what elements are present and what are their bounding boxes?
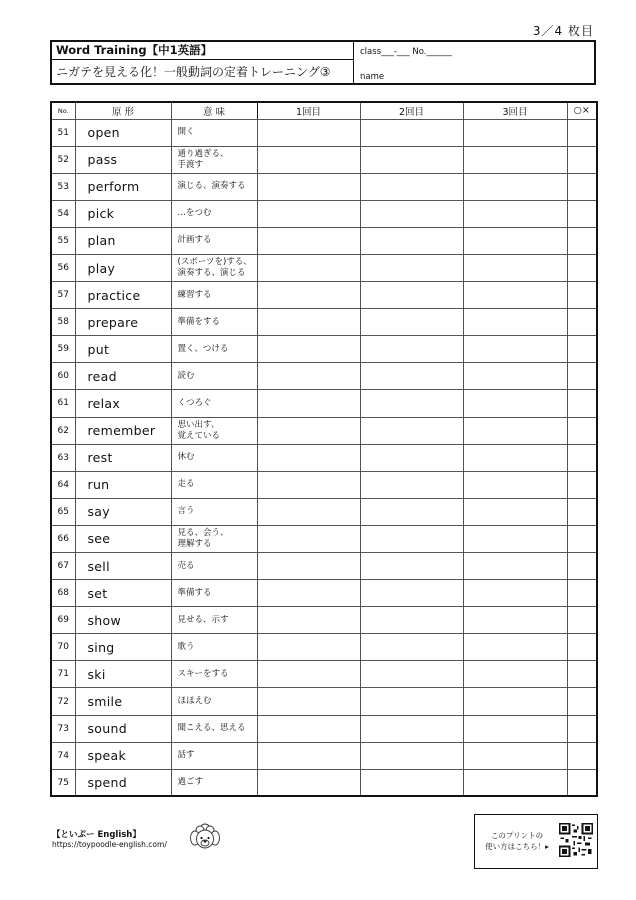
check-mark-cell[interactable] <box>567 146 597 173</box>
table-row <box>51 390 597 417</box>
table-row <box>51 580 597 607</box>
word-meaning: 計画する <box>171 227 257 254</box>
round-1-answer-cell[interactable] <box>257 173 360 200</box>
word-meaning: 過ごす <box>171 769 257 796</box>
base-form-word: say <box>75 498 171 525</box>
word-meaning: 準備する <box>171 580 257 607</box>
check-mark-cell[interactable] <box>567 471 597 498</box>
base-form-word: spend <box>75 769 171 796</box>
row-number: 73 <box>51 715 75 742</box>
round-1-answer-cell[interactable] <box>257 580 360 607</box>
word-meaning: 見せる、示す <box>171 607 257 634</box>
base-form-word: pass <box>75 146 171 173</box>
check-mark-cell[interactable] <box>567 227 597 254</box>
round-3-answer-cell[interactable] <box>463 634 567 661</box>
base-form-word: rest <box>75 444 171 471</box>
round-2-answer-cell[interactable] <box>360 282 463 309</box>
round-3-answer-cell[interactable] <box>463 607 567 634</box>
brand-name: 【といぷー English】 <box>52 830 141 840</box>
row-number: 72 <box>51 688 75 715</box>
check-mark-cell[interactable] <box>567 336 597 363</box>
row-number: 59 <box>51 336 75 363</box>
table-row <box>51 119 597 146</box>
base-form-word: put <box>75 336 171 363</box>
base-form-word: see <box>75 525 171 552</box>
round-2-answer-cell[interactable] <box>360 525 463 552</box>
header-base-form: 原 形 <box>75 102 171 119</box>
word-meaning: 売る <box>171 553 257 580</box>
table-row <box>51 146 597 173</box>
row-number: 55 <box>51 227 75 254</box>
table-row <box>51 742 597 769</box>
word-meaning: 準備をする <box>171 309 257 336</box>
base-form-word: play <box>75 254 171 281</box>
round-1-answer-cell[interactable] <box>257 146 360 173</box>
check-mark-cell[interactable] <box>567 363 597 390</box>
round-1-answer-cell[interactable] <box>257 498 360 525</box>
word-meaning: 走る <box>171 471 257 498</box>
header-check: ○× <box>567 102 597 119</box>
word-training-table <box>50 101 598 797</box>
check-mark-cell[interactable] <box>567 661 597 688</box>
check-mark-cell[interactable] <box>567 715 597 742</box>
round-2-answer-cell[interactable] <box>360 688 463 715</box>
round-1-answer-cell[interactable] <box>257 309 360 336</box>
table-row <box>51 282 597 309</box>
round-3-answer-cell[interactable] <box>463 444 567 471</box>
table-row <box>51 363 597 390</box>
table-row <box>51 471 597 498</box>
round-3-answer-cell[interactable] <box>463 580 567 607</box>
table-row <box>51 444 597 471</box>
row-number: 64 <box>51 471 75 498</box>
round-1-answer-cell[interactable] <box>257 688 360 715</box>
check-mark-cell[interactable] <box>567 498 597 525</box>
row-number: 68 <box>51 580 75 607</box>
round-2-answer-cell[interactable] <box>360 254 463 281</box>
worksheet-header <box>50 40 596 85</box>
row-number: 75 <box>51 769 75 796</box>
qr-code-icon[interactable] <box>559 823 593 857</box>
word-meaning: …をつむ <box>171 200 257 227</box>
row-number: 54 <box>51 200 75 227</box>
round-3-answer-cell[interactable] <box>463 525 567 552</box>
round-3-answer-cell[interactable] <box>463 742 567 769</box>
table-row <box>51 769 597 796</box>
table-row <box>51 173 597 200</box>
row-number: 66 <box>51 525 75 552</box>
round-1-answer-cell[interactable] <box>257 634 360 661</box>
row-number: 52 <box>51 146 75 173</box>
check-mark-cell[interactable] <box>567 254 597 281</box>
check-mark-cell[interactable] <box>567 688 597 715</box>
word-meaning: 置く、つける <box>171 336 257 363</box>
round-1-answer-cell[interactable] <box>257 336 360 363</box>
round-2-answer-cell[interactable] <box>360 769 463 796</box>
check-mark-cell[interactable] <box>567 200 597 227</box>
round-3-answer-cell[interactable] <box>463 688 567 715</box>
round-1-answer-cell[interactable] <box>257 742 360 769</box>
round-3-answer-cell[interactable] <box>463 336 567 363</box>
row-number: 56 <box>51 254 75 281</box>
table-row <box>51 309 597 336</box>
page-number: 3／4 枚目 <box>532 24 594 38</box>
round-1-answer-cell[interactable] <box>257 471 360 498</box>
student-info-block[interactable] <box>354 42 594 83</box>
poodle-mascot-icon <box>188 822 222 852</box>
round-2-answer-cell[interactable] <box>360 553 463 580</box>
title-block <box>52 42 354 83</box>
table-row <box>51 498 597 525</box>
row-number: 53 <box>51 173 75 200</box>
check-mark-cell[interactable] <box>567 742 597 769</box>
row-number: 58 <box>51 309 75 336</box>
word-meaning: 話す <box>171 742 257 769</box>
round-1-answer-cell[interactable] <box>257 363 360 390</box>
round-2-answer-cell[interactable] <box>360 498 463 525</box>
round-2-answer-cell[interactable] <box>360 173 463 200</box>
base-form-word: pick <box>75 200 171 227</box>
round-3-answer-cell[interactable] <box>463 254 567 281</box>
round-2-answer-cell[interactable] <box>360 417 463 444</box>
round-3-answer-cell[interactable] <box>463 200 567 227</box>
round-2-answer-cell[interactable] <box>360 742 463 769</box>
round-3-answer-cell[interactable] <box>463 498 567 525</box>
word-meaning: 言う <box>171 498 257 525</box>
round-2-answer-cell[interactable] <box>360 661 463 688</box>
base-form-word: sound <box>75 715 171 742</box>
round-3-answer-cell[interactable] <box>463 715 567 742</box>
round-3-answer-cell[interactable] <box>463 309 567 336</box>
check-mark-cell[interactable] <box>567 417 597 444</box>
row-number: 51 <box>51 119 75 146</box>
row-number: 63 <box>51 444 75 471</box>
word-meaning: (スポーツを)する、 演奏する、演じる <box>171 254 257 281</box>
round-2-answer-cell[interactable] <box>360 200 463 227</box>
word-meaning: 読む <box>171 363 257 390</box>
base-form-word: practice <box>75 282 171 309</box>
check-mark-cell[interactable] <box>567 119 597 146</box>
round-2-answer-cell[interactable] <box>360 363 463 390</box>
word-meaning: 見る、会う、 理解する <box>171 525 257 552</box>
base-form-word: ski <box>75 661 171 688</box>
base-form-word: open <box>75 119 171 146</box>
round-3-answer-cell[interactable] <box>463 146 567 173</box>
word-meaning: ほほえむ <box>171 688 257 715</box>
row-number: 65 <box>51 498 75 525</box>
round-1-answer-cell[interactable] <box>257 254 360 281</box>
round-2-answer-cell[interactable] <box>360 634 463 661</box>
round-2-answer-cell[interactable] <box>360 715 463 742</box>
round-1-answer-cell[interactable] <box>257 769 360 796</box>
table-row <box>51 553 597 580</box>
class-number-field[interactable]: class___-___ No.______ <box>360 47 452 57</box>
base-form-word: smile <box>75 688 171 715</box>
round-3-answer-cell[interactable] <box>463 769 567 796</box>
check-mark-cell[interactable] <box>567 309 597 336</box>
round-2-answer-cell[interactable] <box>360 227 463 254</box>
check-mark-cell[interactable] <box>567 444 597 471</box>
table-row <box>51 200 597 227</box>
round-1-answer-cell[interactable] <box>257 444 360 471</box>
base-form-word: set <box>75 580 171 607</box>
word-meaning: 演じる、演奏する <box>171 173 257 200</box>
word-meaning: 歌う <box>171 634 257 661</box>
base-form-word: sing <box>75 634 171 661</box>
check-mark-cell[interactable] <box>567 607 597 634</box>
round-1-answer-cell[interactable] <box>257 282 360 309</box>
base-form-word: remember <box>75 417 171 444</box>
word-meaning: 開く <box>171 119 257 146</box>
round-2-answer-cell[interactable] <box>360 607 463 634</box>
base-form-word: plan <box>75 227 171 254</box>
round-3-answer-cell[interactable] <box>463 119 567 146</box>
table-row <box>51 227 597 254</box>
round-1-answer-cell[interactable] <box>257 417 360 444</box>
row-number: 57 <box>51 282 75 309</box>
base-form-word: sell <box>75 553 171 580</box>
round-1-answer-cell[interactable] <box>257 553 360 580</box>
row-number: 61 <box>51 390 75 417</box>
check-mark-cell[interactable] <box>567 634 597 661</box>
round-1-answer-cell[interactable] <box>257 390 360 417</box>
base-form-word: perform <box>75 173 171 200</box>
round-2-answer-cell[interactable] <box>360 390 463 417</box>
round-2-answer-cell[interactable] <box>360 119 463 146</box>
round-3-answer-cell[interactable] <box>463 363 567 390</box>
word-meaning: 聞こえる、思える <box>171 715 257 742</box>
header-round-3: 3回目 <box>463 102 567 119</box>
round-2-answer-cell[interactable] <box>360 336 463 363</box>
check-mark-cell[interactable] <box>567 553 597 580</box>
row-number: 71 <box>51 661 75 688</box>
round-3-answer-cell[interactable] <box>463 471 567 498</box>
header-no: No. <box>51 102 75 119</box>
howto-text: このプリントの 使い方はこちら！▸ <box>485 831 549 851</box>
base-form-word: run <box>75 471 171 498</box>
table-row <box>51 715 597 742</box>
word-meaning: 通り過ぎる、 手渡す <box>171 146 257 173</box>
round-1-answer-cell[interactable] <box>257 227 360 254</box>
row-number: 74 <box>51 742 75 769</box>
table-row <box>51 336 597 363</box>
round-3-answer-cell[interactable] <box>463 390 567 417</box>
word-meaning: スキーをする <box>171 661 257 688</box>
table-header-row <box>51 102 597 119</box>
round-1-answer-cell[interactable] <box>257 661 360 688</box>
howto-link[interactable] <box>474 814 598 869</box>
table-row <box>51 607 597 634</box>
header-round-2: 2回目 <box>360 102 463 119</box>
check-mark-cell[interactable] <box>567 580 597 607</box>
table-row <box>51 634 597 661</box>
base-form-word: speak <box>75 742 171 769</box>
round-1-answer-cell[interactable] <box>257 715 360 742</box>
base-form-word: show <box>75 607 171 634</box>
word-meaning: 思い出す、 覚えている <box>171 417 257 444</box>
round-2-answer-cell[interactable] <box>360 309 463 336</box>
round-1-answer-cell[interactable] <box>257 607 360 634</box>
row-number: 67 <box>51 553 75 580</box>
name-field[interactable]: name <box>360 72 385 82</box>
row-number: 69 <box>51 607 75 634</box>
table-row <box>51 661 597 688</box>
row-number: 70 <box>51 634 75 661</box>
round-3-answer-cell[interactable] <box>463 282 567 309</box>
row-number: 62 <box>51 417 75 444</box>
check-mark-cell[interactable] <box>567 769 597 796</box>
round-3-answer-cell[interactable] <box>463 661 567 688</box>
base-form-word: relax <box>75 390 171 417</box>
round-1-answer-cell[interactable] <box>257 525 360 552</box>
header-meaning: 意 味 <box>171 102 257 119</box>
table-row <box>51 254 597 281</box>
round-2-answer-cell[interactable] <box>360 146 463 173</box>
site-url[interactable]: https://toypoodle-english.com/ <box>52 840 167 849</box>
round-1-answer-cell[interactable] <box>257 200 360 227</box>
row-number: 60 <box>51 363 75 390</box>
word-meaning: くつろぐ <box>171 390 257 417</box>
check-mark-cell[interactable] <box>567 525 597 552</box>
table-row <box>51 417 597 444</box>
header-round-1: 1回目 <box>257 102 360 119</box>
round-3-answer-cell[interactable] <box>463 227 567 254</box>
check-mark-cell[interactable] <box>567 390 597 417</box>
round-2-answer-cell[interactable] <box>360 580 463 607</box>
worksheet-subtitle: ニガテを見える化！一般動詞の定着トレーニング③ <box>56 65 331 79</box>
table-row <box>51 688 597 715</box>
round-3-answer-cell[interactable] <box>463 417 567 444</box>
round-3-answer-cell[interactable] <box>463 173 567 200</box>
worksheet-title: Word Training【中1英語】 <box>52 42 353 60</box>
table-row <box>51 525 597 552</box>
check-mark-cell[interactable] <box>567 282 597 309</box>
round-1-answer-cell[interactable] <box>257 119 360 146</box>
base-form-word: read <box>75 363 171 390</box>
word-meaning: 練習する <box>171 282 257 309</box>
base-form-word: prepare <box>75 309 171 336</box>
check-mark-cell[interactable] <box>567 173 597 200</box>
round-2-answer-cell[interactable] <box>360 444 463 471</box>
round-2-answer-cell[interactable] <box>360 471 463 498</box>
round-3-answer-cell[interactable] <box>463 553 567 580</box>
word-meaning: 休む <box>171 444 257 471</box>
